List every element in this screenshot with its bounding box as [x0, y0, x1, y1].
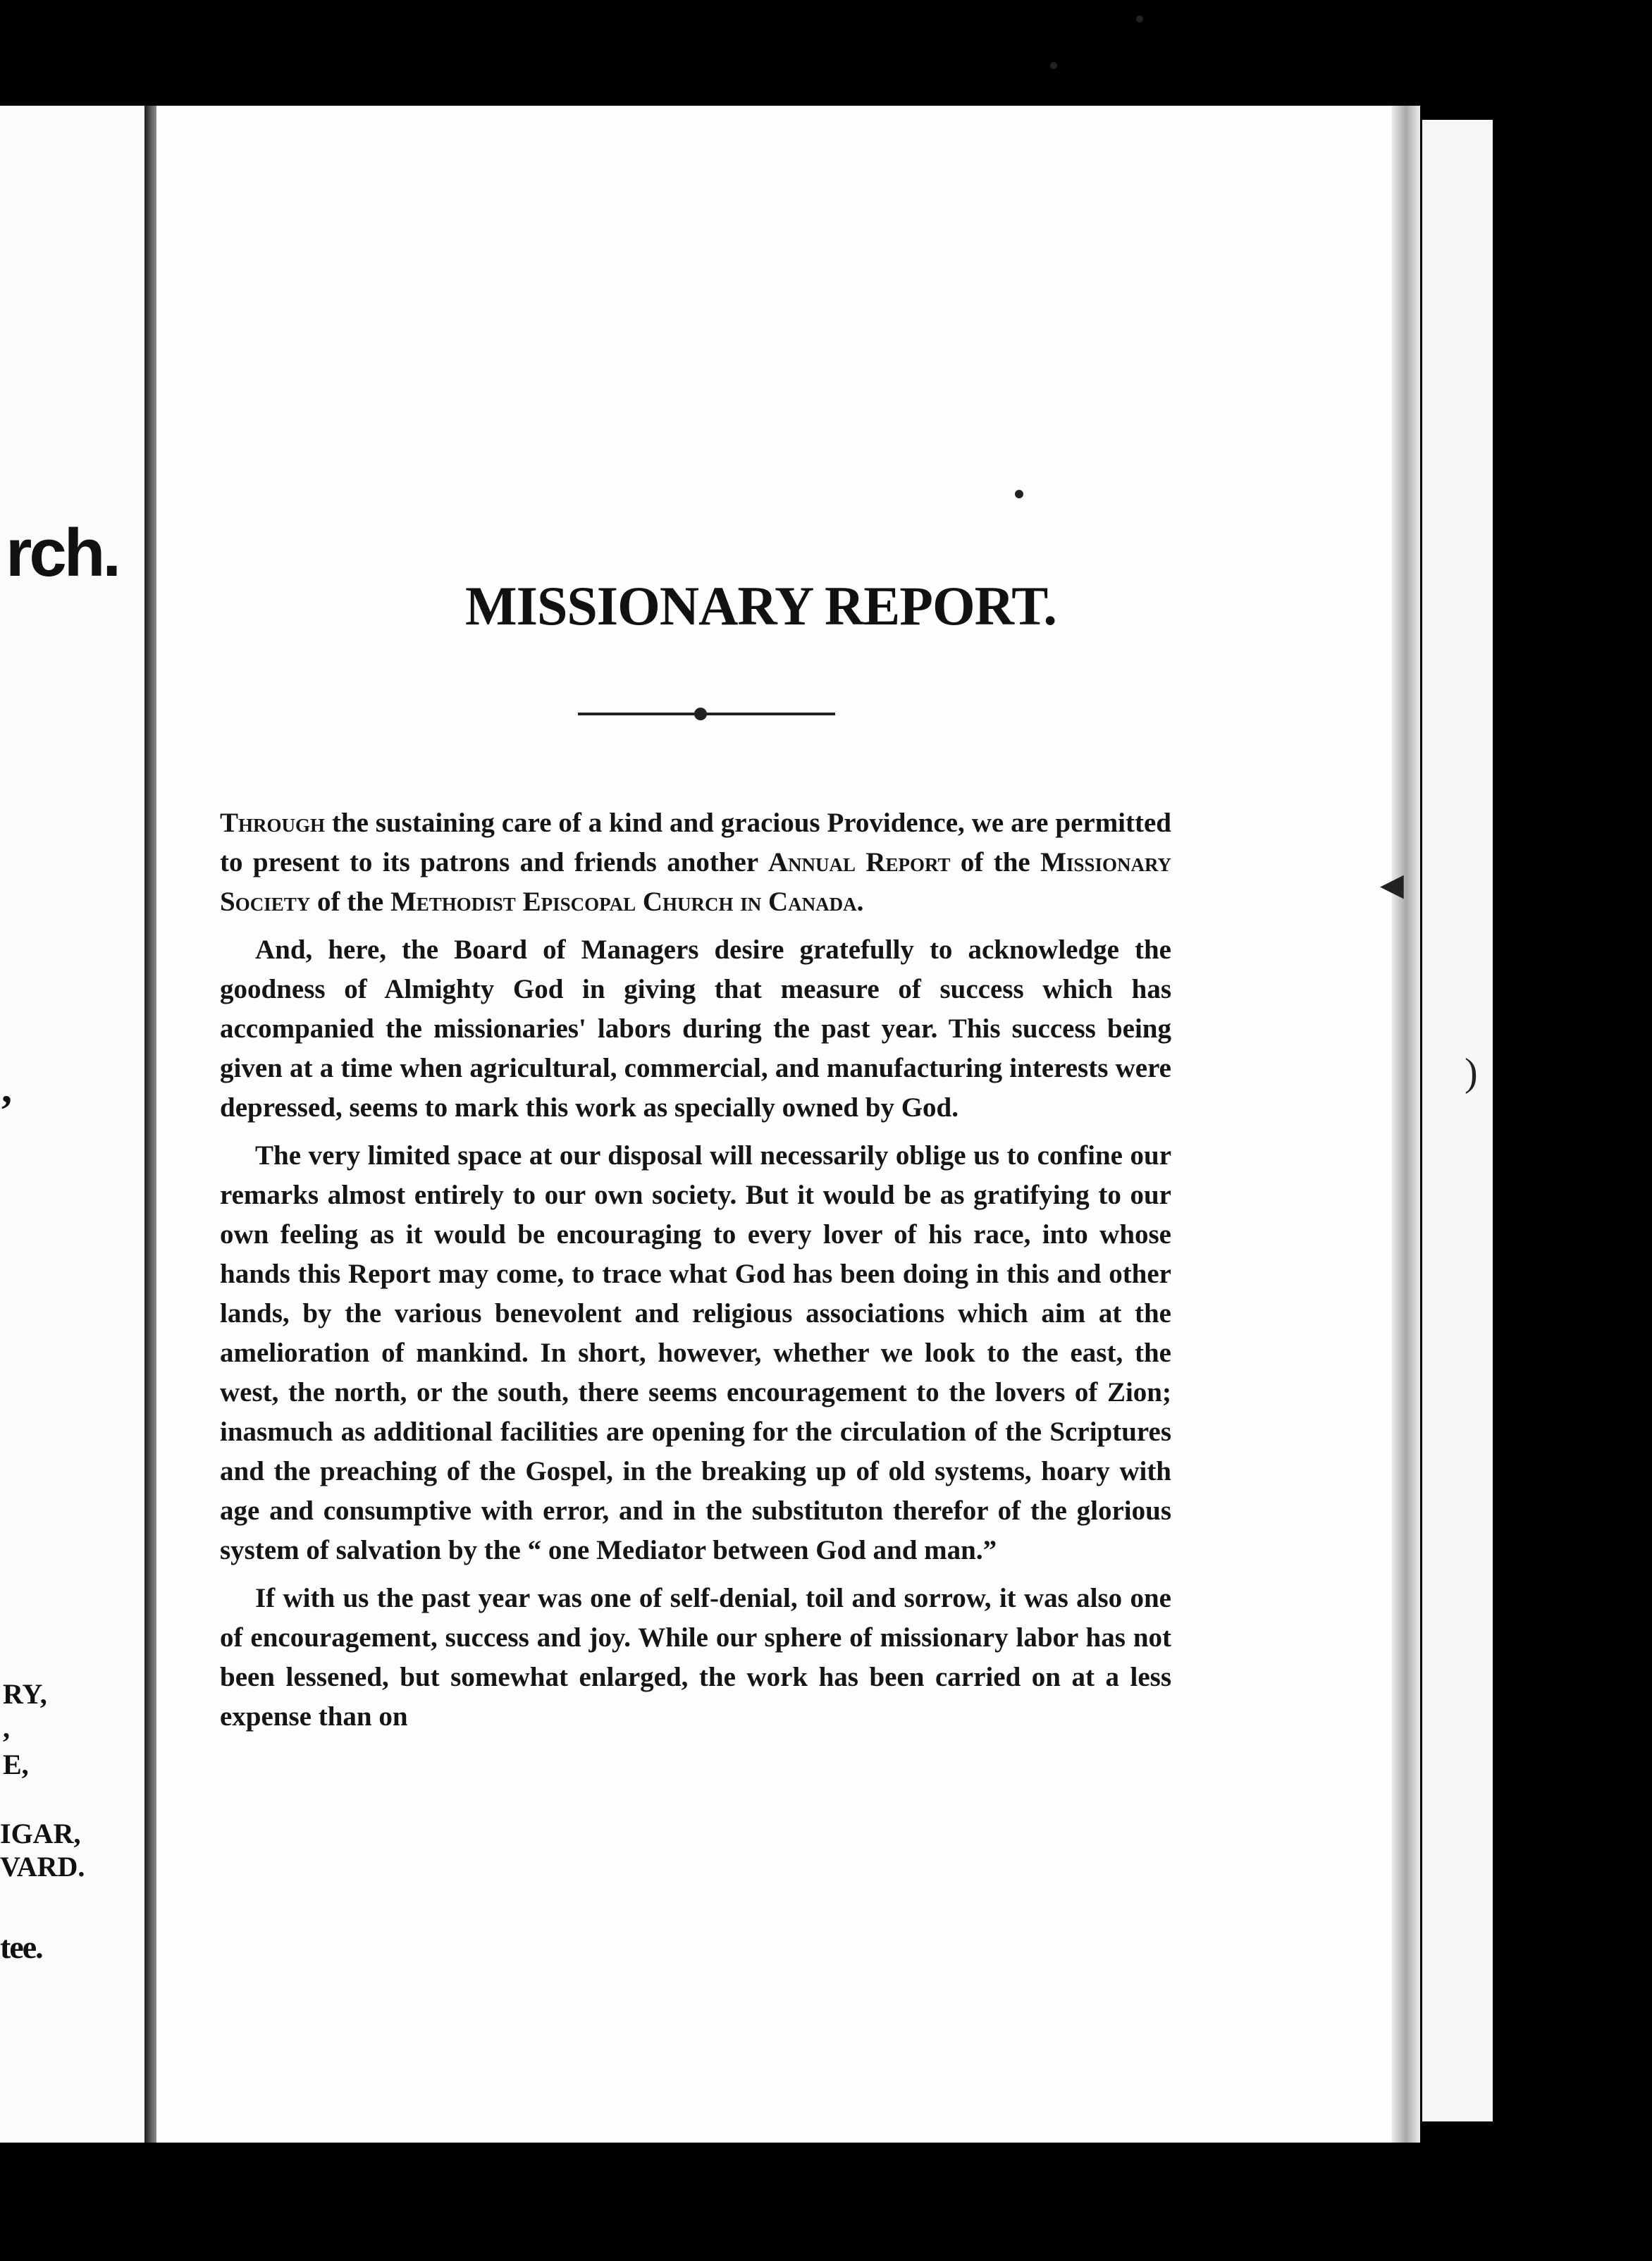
left-fragment: , — [3, 1712, 10, 1744]
left-fragment: VARD. — [0, 1851, 85, 1883]
paragraph-text: of the — [950, 847, 1041, 877]
left-fragment: E, — [3, 1749, 29, 1780]
scan-speck — [1015, 490, 1023, 498]
page-edge — [1392, 106, 1420, 2143]
paragraph-2: And, here, the Board of Managers desire gratefully to acknowledge the goodness of Almighty God in giving that measure of success which has accompanied the missionaries' labors during the past year. This success being given at a time when agricultural, commercial, and manufacturing interests were depressed, seems to mark this work as specially owned by God. — [220, 935, 1171, 1123]
page-title: MISSIONARY REPORT. — [465, 575, 1056, 636]
bleed-through-texture — [226, 233, 1184, 281]
left-fragment: RY, — [3, 1678, 47, 1710]
paragraph-3: The very limited space at our disposal will necessarily oblige us to confine our remarks almost entirely to our own society. But it would be as gratifying to our own feeling as it would be encouraging to every lover of his race, into whose hands this Report may come, to trace what God has been doing in this and other lands, by the various benevolent and religious associations which aim at the amelioration of mankind. In short, however, whether we look to the east, the west, the north, or the south, there seems encouragement to the lovers of Zion; inasmuch as additional facilities are opening for the circulation of the Scriptures and the preaching of the Gospel, in the breaking up of old systems, hoary with age and consumptive with error, and in the substituton therefor of the glorious system of salvation by the “ one Mediator between God and man.” — [220, 1140, 1171, 1565]
flap-mark: ◀ — [1380, 868, 1404, 902]
ornament-knot-icon — [694, 708, 707, 720]
left-fragment: rch. — [6, 515, 119, 591]
paragraph-4: If with us the past year was one of self-denial, toil and sorrow, it was also one of encouragement, success and joy. While our sphere of missionary labor has not been lessened, but somewhat enlarged, the work has been carried on at a less expense than on — [220, 1583, 1171, 1732]
paragraph-text: the sustaining care of a kind and gracious Providence, we are permitted to present to its patrons and friends another — [220, 808, 1171, 877]
right-flap — [1380, 120, 1493, 2121]
lead-word: Through — [220, 808, 326, 838]
paragraph-text: of the — [310, 887, 390, 917]
smallcaps-text: Missionary Society — [220, 847, 1171, 917]
paragraph-text: . — [856, 887, 864, 917]
left-fragment: , — [1, 1065, 12, 1111]
flap-mark: ) — [1465, 1051, 1478, 1095]
scan-speck — [1050, 62, 1057, 69]
scan-speck — [1136, 16, 1143, 23]
smallcaps-text: Annual Report — [768, 847, 951, 877]
left-fragment: tee. — [0, 1929, 42, 1965]
left-fragment: IGAR, — [0, 1818, 81, 1849]
left-facing-page — [0, 106, 144, 2143]
paragraph-1 — [220, 803, 1171, 922]
smallcaps-text: Methodist Episcopal Church in Canada — [390, 887, 857, 917]
report-body — [220, 803, 1171, 1745]
